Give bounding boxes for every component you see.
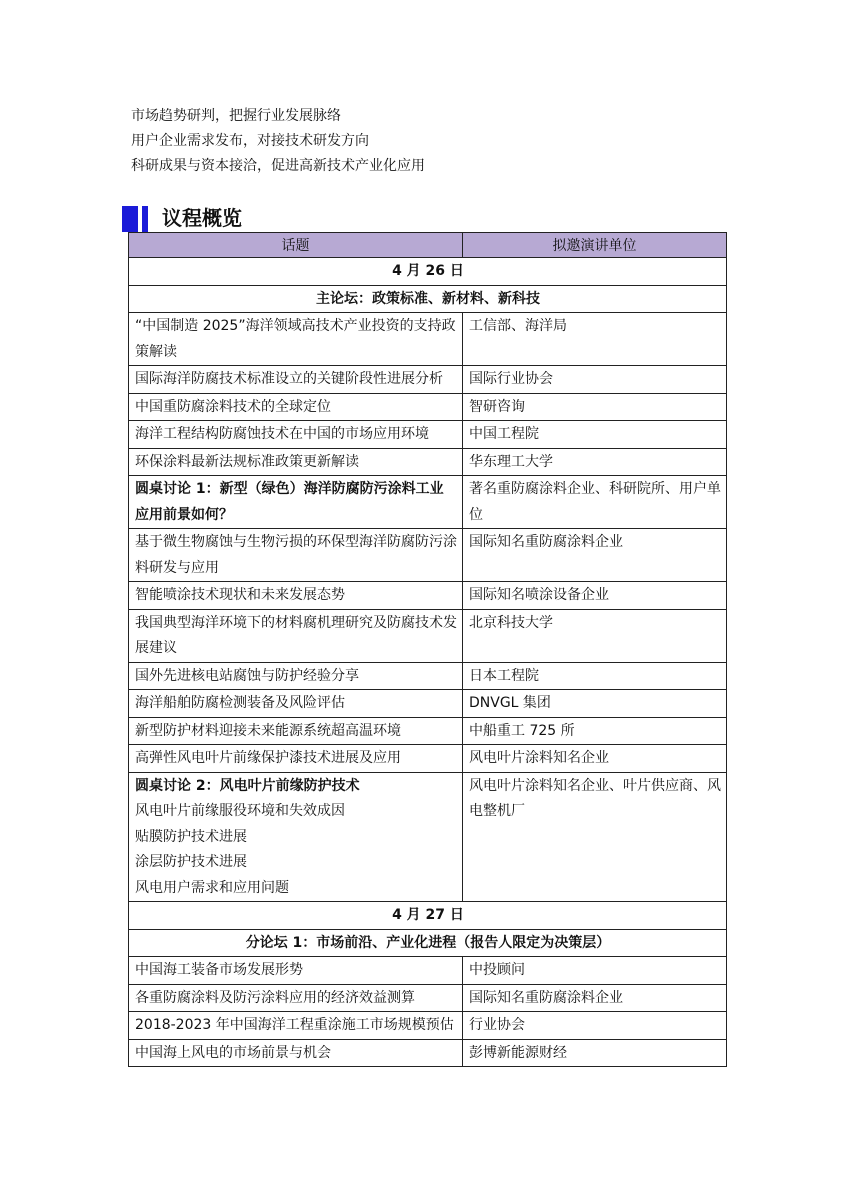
day-row [129,902,727,930]
table-row [129,984,727,1012]
topic-cell: 海洋船舶防腐检测装备及风险评估 [129,690,463,718]
agenda-table [128,232,727,1067]
intro-line: 用户企业需求发布，对接技术研发方向 [131,133,369,149]
org-cell: 风电叶片涂料知名企业、叶片供应商、风电整机厂 [463,772,727,902]
topic-cell: 新型防护材料迎接未来能源系统超高温环境 [129,717,463,745]
heading-marker [142,206,148,232]
org-cell: 中投顾问 [463,957,727,985]
forum-label: 分论坛 1：市场前沿、产业化进程（报告人限定为决策层） [129,929,727,957]
roundtable-topic-cell [129,772,463,902]
table-row [129,957,727,985]
topic-cell: 智能喷涂技术现状和未来发展态势 [129,582,463,610]
forum-row [129,929,727,957]
org-cell: 北京科技大学 [463,609,727,662]
org-cell: 日本工程院 [463,662,727,690]
org-cell: DNVGL 集团 [463,690,727,718]
roundtable-row [129,476,727,529]
table-row [129,582,727,610]
org-cell: 国际知名重防腐涂料企业 [463,529,727,582]
topic-cell: 环保涂料最新法规标准政策更新解读 [129,448,463,476]
topic-cell: 中国海工装备市场发展形势 [129,957,463,985]
org-cell: 国际行业协会 [463,366,727,394]
heading-marker [122,206,138,232]
table-row [129,448,727,476]
column-header-topic: 话题 [129,233,463,258]
table-row [129,745,727,773]
org-cell: 国际知名重防腐涂料企业 [463,984,727,1012]
table-row [129,393,727,421]
roundtable-item: 风电用户需求和应用问题 [135,879,289,896]
roundtable-title: 圆桌讨论 2：风电叶片前缘防护技术 [135,777,360,794]
roundtable-item: 风电叶片前缘服役环境和失效成因 [135,803,345,819]
roundtable-topic-cell: 圆桌讨论 1：新型（绿色）海洋防腐防污涂料工业应用前景如何？ [129,476,463,529]
topic-cell: 高弹性风电叶片前缘保护漆技术进展及应用 [129,745,463,773]
day-label: 4 月 27 日 [129,902,727,930]
table-row [129,421,727,449]
table-row [129,609,727,662]
org-cell: 工信部、海洋局 [463,313,727,366]
day-label: 4 月 26 日 [129,258,727,286]
table-row [129,717,727,745]
topic-cell: “中国制造 2025”海洋领域高技术产业投资的支持政策解读 [129,313,463,366]
topic-cell: 国外先进核电站腐蚀与防护经验分享 [129,662,463,690]
roundtable-item: 贴膜防护技术进展 [135,828,247,845]
topic-cell: 中国海上风电的市场前景与机会 [129,1039,463,1067]
topic-cell: 中国重防腐涂料技术的全球定位 [129,393,463,421]
table-row [129,366,727,394]
table-row [129,690,727,718]
table-row [129,313,727,366]
org-cell: 风电叶片涂料知名企业 [463,745,727,773]
intro-line: 科研成果与资本接洽，促进高新技术产业化应用 [131,158,425,174]
org-cell: 行业协会 [463,1012,727,1040]
day-row [129,258,727,286]
section-title: 议程概览 [162,206,242,230]
org-cell: 彭博新能源财经 [463,1039,727,1067]
table-header-row [129,233,727,258]
topic-cell: 国际海洋防腐技术标准设立的关键阶段性进展分析 [129,366,463,394]
org-cell: 智研咨询 [463,393,727,421]
forum-label: 主论坛：政策标准、新材料、新科技 [129,285,727,313]
org-cell: 著名重防腐涂料企业、科研院所、用户单位 [463,476,727,529]
intro-text [131,104,425,179]
topic-cell: 我国典型海洋环境下的材料腐机理研究及防腐技术发展建议 [129,609,463,662]
intro-line: 市场趋势研判，把握行业发展脉络 [131,108,341,124]
column-header-org: 拟邀演讲单位 [463,233,727,258]
org-cell: 中国工程院 [463,421,727,449]
table-row [129,529,727,582]
topic-cell: 各重防腐涂料及防污涂料应用的经济效益测算 [129,984,463,1012]
forum-row [129,285,727,313]
topic-cell: 海洋工程结构防腐蚀技术在中国的市场应用环境 [129,421,463,449]
org-cell: 中船重工 725 所 [463,717,727,745]
roundtable-row [129,772,727,902]
org-cell: 华东理工大学 [463,448,727,476]
table-row [129,1039,727,1067]
roundtable-item: 涂层防护技术进展 [135,854,247,870]
table-row [129,662,727,690]
topic-cell: 基于微生物腐蚀与生物污损的环保型海洋防腐防污涂料研发与应用 [129,529,463,582]
topic-cell: 2018-2023 年中国海洋工程重涂施工市场规模预估 [129,1012,463,1040]
table-row [129,1012,727,1040]
org-cell: 国际知名喷涂设备企业 [463,582,727,610]
